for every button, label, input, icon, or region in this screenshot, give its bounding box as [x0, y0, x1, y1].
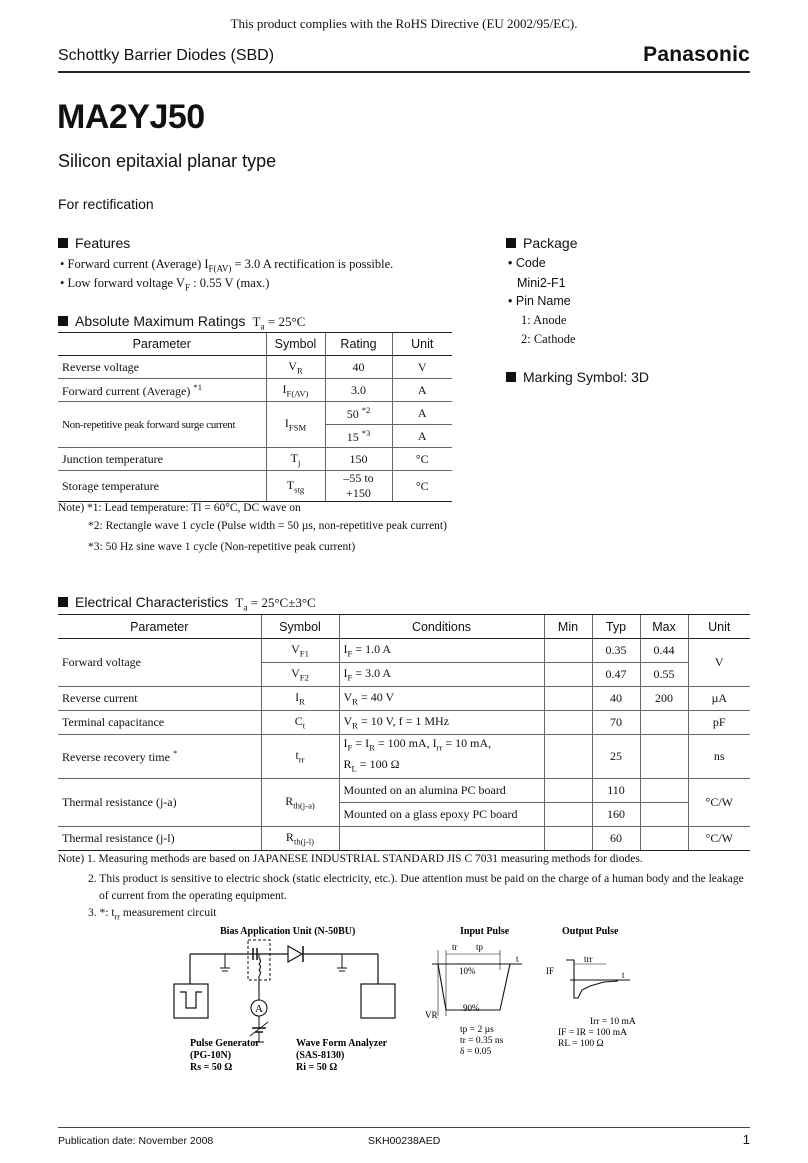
abs-note-3: *3: 50 Hz sine wave 1 cycle (Non-repetitive peak current) [88, 541, 356, 553]
elec-heading: Electrical Characteristics $T_a = 25^\circ C\pm 3^\circ C$ [58, 594, 316, 614]
input-param-3: δ = 0.05 [460, 1047, 492, 1057]
table-row: Mounted on a glass epoxy PC board 160 [58, 802, 750, 826]
output-pulse-waveform [566, 960, 618, 998]
bias-unit-box [248, 940, 270, 980]
trr-measurement-circuit [170, 920, 670, 1080]
output-param-1: IF = IR = 100 mA [558, 1028, 628, 1038]
abs-note-1: Note) *1: Lead temperature: Tl = 60°C, DC wave on [58, 502, 301, 514]
page-number: 1 [742, 1132, 750, 1147]
col-header: Parameter [58, 333, 266, 356]
input-pulse-title: Input Pulse [460, 926, 510, 937]
output-if-label: IF [546, 966, 555, 976]
pulse-generator-label: Pulse Generator [190, 1038, 260, 1049]
pulse-generator-box [174, 984, 208, 1018]
input-vr-label: VR [425, 1010, 438, 1020]
square-bullet-icon [58, 316, 68, 326]
col-header: Symbol [261, 615, 339, 639]
table-row: 15 $^{*3}$ A [58, 425, 452, 448]
input-tp-label: tp [476, 942, 484, 952]
ammeter-label: A [255, 1003, 263, 1015]
table-row: Terminal capacitance $C_t$ $V_R = 10$ V, f = 1 MHz 70 pF [58, 711, 750, 735]
wave-form-analyzer-label: Wave Form Analyzer [296, 1038, 388, 1049]
col-header: Max [640, 615, 688, 639]
table-row: Reverse recovery time * $t_{rr}$ $I_F = I_R = 100$ mA, $I_{rr} = 10$ mA, $R_L = 100$ Ω 25 ns [58, 735, 750, 779]
brand-logo: Panasonic [643, 43, 750, 66]
col-header: Typ [592, 615, 640, 639]
wave-form-analyzer-ri: Ri = 50 Ω [296, 1062, 338, 1073]
marking-symbol: Marking Symbol: 3D [506, 369, 649, 385]
feature-item: • Forward current (Average) $I_{F(AV)} = 3.0$ A rectification is possible. [60, 257, 394, 274]
bias-unit-label: Bias Application Unit (N-50BU) [220, 926, 356, 937]
rohs-notice: This product complies with the RoHS Directive (EU 2002/95/EC). [230, 16, 578, 31]
output-irr-label: Irr = 10 mA [590, 1017, 636, 1027]
table-row: Thermal resistance (j-a) $R_{th(j-a)}$ Mounted on an alumina PC board 110 °C/W [58, 778, 750, 802]
product-series: Schottky Barrier Diodes (SBD) [58, 47, 275, 64]
pin-2: 2: Cathode [521, 332, 576, 346]
elec-table [58, 614, 750, 851]
col-header: Rating [325, 333, 392, 356]
wave-form-analyzer-model: (SAS-8130) [296, 1050, 345, 1061]
abs-max-table [58, 332, 452, 502]
publication-date: Publication date: November 2008 [58, 1135, 214, 1147]
diode-icon [288, 946, 302, 962]
col-header: Min [544, 615, 592, 639]
square-bullet-icon [506, 238, 516, 248]
package-code-value: Mini2-F1 [517, 276, 566, 290]
footer-rule [58, 1127, 750, 1128]
table-row: Storage temperature $T_{stg}$ –55 to +150 °C [58, 471, 452, 502]
elec-note-2: 2. This product is sensitive to electric shock (static electricity, etc.). Due attention must be paid on the charge of a human body and the leakage of current from the operating equipment. [88, 873, 744, 902]
col-header: Unit [392, 333, 452, 356]
header-rule [58, 71, 750, 73]
input-param-2: tr = 0.35 ns [460, 1036, 504, 1046]
product-usage: For rectification [58, 196, 154, 212]
document-number: SKH00238AED [368, 1135, 441, 1147]
wave-form-analyzer-box [361, 984, 395, 1018]
table-row: Thermal resistance (j-l) $R_{th(j-l)}$ 60 °C/W [58, 826, 750, 850]
table-row: Reverse voltage $V_R$ 40 V [58, 356, 452, 379]
square-bullet-icon [58, 238, 68, 248]
table-row: $V_{F2}$ $I_F = 3.0$ A 0.47 0.55 [58, 663, 750, 687]
pulse-generator-rs: Rs = 50 Ω [190, 1062, 233, 1073]
table-row: Forward current (Average) $^{*1}$ $I_{F(AV)}$ 3.0 A [58, 379, 452, 402]
input-90-label: 90% [463, 1003, 480, 1013]
square-bullet-icon [58, 597, 68, 607]
feature-item: • Low forward voltage $V_F$ : 0.55 V (max.) [60, 276, 270, 293]
col-header: Unit [688, 615, 750, 639]
elec-note-1: Note) 1. Measuring methods are based on JAPANESE INDUSTRIAL STANDARD JIS C 7031 measuring methods for diodes. [58, 853, 643, 865]
square-bullet-icon [506, 372, 516, 382]
features-heading: Features [58, 235, 130, 251]
elec-note-3: 3. *: $t_{rr}$ measurement circuit [88, 907, 217, 922]
table-row: Junction temperature $T_j$ 150 °C [58, 448, 452, 471]
pin-1: 1: Anode [521, 313, 567, 327]
col-header: Conditions [339, 615, 544, 639]
abs-note-2: *2: Rectangle wave 1 cycle (Pulse width = 50 µs, non-repetitive peak current) [88, 520, 447, 532]
product-subtitle: Silicon epitaxial planar type [58, 151, 277, 171]
output-pulse-title: Output Pulse [562, 926, 619, 937]
output-param-2: RL = 100 Ω [558, 1039, 604, 1049]
output-t-label: t [622, 970, 625, 980]
table-row: Non-repetitive peak forward surge current $I_{FSM}$ 50 $^{*2}$ A [58, 402, 452, 425]
abs-max-heading: Absolute Maximum Ratings $T_a = 25^\circ C$ [58, 313, 305, 333]
input-tr-label: tr [452, 942, 458, 952]
input-param-1: tp = 2 µs [460, 1025, 494, 1035]
col-header: Parameter [58, 615, 261, 639]
pin-name-label: • Pin Name [508, 294, 571, 308]
package-heading: Package [506, 235, 577, 251]
table-row: Forward voltage $V_{F1}$ $I_F = 1.0$ A 0.35 0.44 V [58, 639, 750, 663]
input-10-label: 10% [459, 966, 476, 976]
pulse-generator-model: (PG-10N) [190, 1050, 232, 1061]
input-t-label: t [516, 954, 519, 964]
model-number: MA2YJ50 [57, 98, 205, 136]
col-header: Symbol [266, 333, 325, 356]
table-row: Reverse current $I_R$ $V_R = 40$ V 40 200 µA [58, 687, 750, 711]
package-code-label: • Code [508, 256, 546, 270]
output-trr-label: trr [584, 954, 593, 964]
